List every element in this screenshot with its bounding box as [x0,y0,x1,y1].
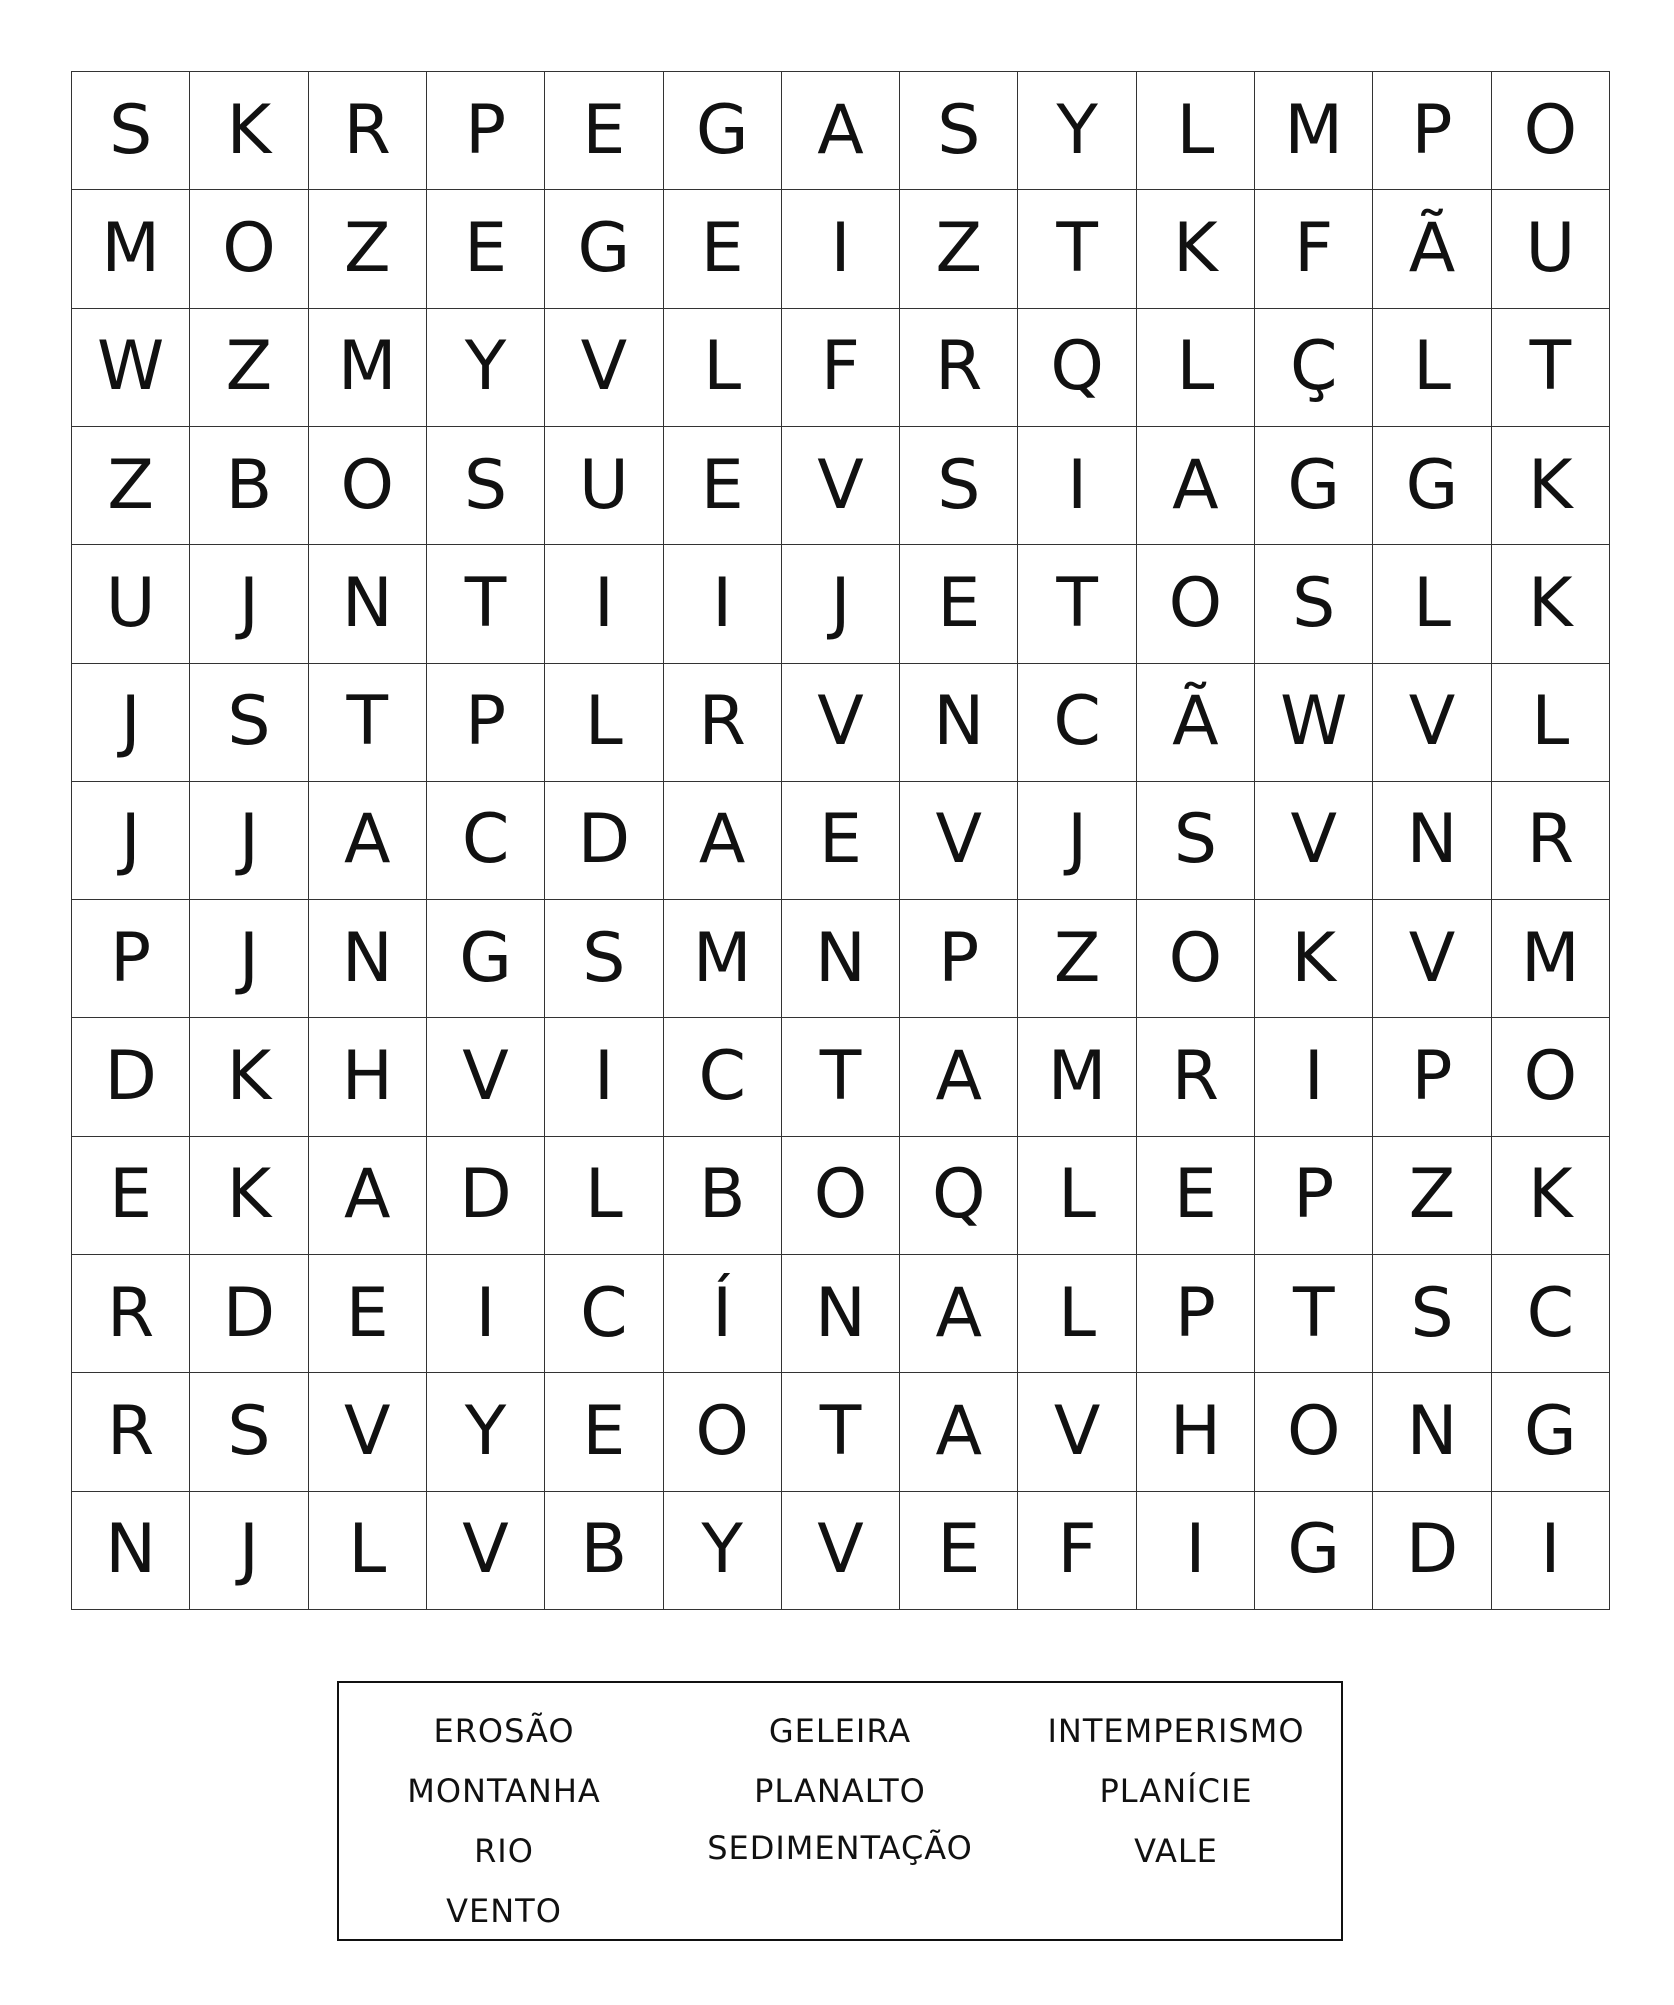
grid-cell[interactable]: K [1492,1137,1610,1255]
grid-cell[interactable]: O [1492,72,1610,190]
grid-cell[interactable]: J [72,664,190,782]
grid-cell[interactable]: Z [1373,1137,1491,1255]
grid-cell[interactable]: J [190,545,308,663]
grid-cell[interactable]: R [1137,1018,1255,1136]
grid-cell[interactable]: O [309,427,427,545]
grid-cell[interactable]: A [900,1018,1018,1136]
grid-cell[interactable]: C [545,1255,663,1373]
grid-cell[interactable]: N [72,1492,190,1610]
grid-cell[interactable]: S [545,900,663,1018]
grid-cell[interactable]: L [1018,1255,1136,1373]
grid-cell[interactable]: K [190,1137,308,1255]
grid-cell[interactable]: B [545,1492,663,1610]
grid-cell[interactable]: L [1137,72,1255,190]
grid-cell[interactable]: G [427,900,545,1018]
grid-cell[interactable]: Ã [1137,664,1255,782]
grid-cell[interactable]: Ã [1373,190,1491,308]
grid-cell[interactable]: K [1137,190,1255,308]
grid-cell[interactable]: S [427,427,545,545]
grid-cell[interactable]: V [1373,664,1491,782]
grid-cell[interactable]: G [1492,1373,1610,1491]
grid-cell[interactable]: G [545,190,663,308]
grid-cell[interactable]: C [1492,1255,1610,1373]
grid-cell[interactable]: L [1373,309,1491,427]
grid-cell[interactable]: J [190,782,308,900]
word-item: EROSÃO [433,1712,575,1750]
grid-cell[interactable]: V [309,1373,427,1491]
grid-cell[interactable]: L [309,1492,427,1610]
grid-cell[interactable]: L [1018,1137,1136,1255]
word-item: SEDIMENTAÇÃO [707,1829,973,1867]
grid-cell[interactable]: A [309,1137,427,1255]
grid-cell[interactable]: E [72,1137,190,1255]
grid-cell[interactable]: J [782,545,900,663]
grid-cell[interactable]: Y [427,309,545,427]
grid-cell[interactable]: A [782,72,900,190]
grid-cell[interactable]: Z [72,427,190,545]
grid-cell[interactable]: K [1492,427,1610,545]
grid-cell[interactable]: L [1137,309,1255,427]
grid-cell[interactable]: O [1137,545,1255,663]
letter-grid [71,71,1610,1610]
grid-cell[interactable]: M [1018,1018,1136,1136]
grid-cell[interactable]: R [1492,782,1610,900]
grid-cell[interactable]: I [1255,1018,1373,1136]
grid-cell[interactable]: E [1137,1137,1255,1255]
grid-cell[interactable]: U [72,545,190,663]
grid-cell[interactable]: A [900,1373,1018,1491]
grid-cell[interactable]: G [664,72,782,190]
grid-cell[interactable]: V [545,309,663,427]
grid-cell[interactable]: I [664,545,782,663]
grid-cell[interactable]: E [664,427,782,545]
grid-cell[interactable]: R [72,1373,190,1491]
grid-cell[interactable]: V [1373,900,1491,1018]
grid-cell[interactable]: J [1018,782,1136,900]
grid-cell[interactable]: T [1018,190,1136,308]
grid-cell[interactable]: V [782,1492,900,1610]
grid-cell[interactable]: L [1492,664,1610,782]
grid-cell[interactable]: G [1255,1492,1373,1610]
grid-cell[interactable]: C [664,1018,782,1136]
grid-cell[interactable]: D [545,782,663,900]
grid-cell[interactable]: B [190,427,308,545]
word-column-3 [1011,1701,1341,1881]
grid-cell[interactable]: F [1255,190,1373,308]
grid-cell[interactable]: J [190,900,308,1018]
grid-cell[interactable]: E [664,190,782,308]
grid-cell[interactable]: N [782,900,900,1018]
word-item: INTEMPERISMO [1047,1712,1305,1750]
grid-cell[interactable]: H [309,1018,427,1136]
word-item: GELEIRA [768,1712,912,1750]
grid-cell[interactable]: V [427,1492,545,1610]
grid-cell[interactable]: E [900,1492,1018,1610]
grid-cell[interactable]: R [72,1255,190,1373]
word-item: VALE [1134,1832,1218,1870]
grid-cell[interactable]: S [900,427,1018,545]
grid-cell[interactable]: S [190,1373,308,1491]
grid-cell[interactable]: G [1255,427,1373,545]
grid-cell[interactable]: R [309,72,427,190]
grid-cell[interactable]: Q [1018,309,1136,427]
grid-cell[interactable]: M [1492,900,1610,1018]
grid-cell[interactable]: J [72,782,190,900]
grid-cell[interactable]: Y [664,1492,782,1610]
word-item: MONTANHA [407,1772,601,1810]
grid-cell[interactable]: O [664,1373,782,1491]
grid-cell[interactable]: P [427,72,545,190]
grid-cell[interactable]: M [309,309,427,427]
grid-cell[interactable]: E [900,545,1018,663]
grid-cell[interactable]: S [1373,1255,1491,1373]
grid-cell[interactable]: Ç [1255,309,1373,427]
word-item: PLANÍCIE [1099,1772,1253,1810]
grid-cell[interactable]: A [664,782,782,900]
grid-cell[interactable]: E [309,1255,427,1373]
grid-cell[interactable]: N [309,545,427,663]
grid-cell[interactable]: K [1255,900,1373,1018]
grid-cell[interactable]: O [1492,1018,1610,1136]
grid-cell[interactable]: V [1018,1373,1136,1491]
grid-cell[interactable]: S [1137,782,1255,900]
grid-cell[interactable]: L [545,1137,663,1255]
grid-cell[interactable]: P [900,900,1018,1018]
grid-cell[interactable]: J [190,1492,308,1610]
grid-cell[interactable]: V [1255,782,1373,900]
grid-cell[interactable]: N [900,664,1018,782]
grid-cell[interactable]: K [190,72,308,190]
grid-cell[interactable]: M [1255,72,1373,190]
grid-cell[interactable]: L [545,664,663,782]
grid-cell[interactable]: A [1137,427,1255,545]
grid-cell[interactable]: Í [664,1255,782,1373]
grid-cell[interactable]: N [1373,1373,1491,1491]
word-column-1 [339,1701,669,1941]
grid-cell[interactable]: Z [900,190,1018,308]
grid-cell[interactable]: N [782,1255,900,1373]
grid-cell[interactable]: E [545,72,663,190]
word-item: RIO [474,1832,534,1870]
grid-cell[interactable]: O [1255,1373,1373,1491]
grid-cell[interactable]: P [1137,1255,1255,1373]
grid-cell[interactable]: E [427,190,545,308]
grid-cell[interactable]: A [900,1255,1018,1373]
grid-cell[interactable]: T [782,1373,900,1491]
grid-cell[interactable]: T [782,1018,900,1136]
grid-cell[interactable]: W [72,309,190,427]
grid-cell[interactable]: S [900,72,1018,190]
grid-cell[interactable]: P [1255,1137,1373,1255]
grid-cell[interactable]: I [427,1255,545,1373]
grid-cell[interactable]: C [427,782,545,900]
grid-cell[interactable]: O [1137,900,1255,1018]
grid-cell[interactable]: O [190,190,308,308]
grid-cell[interactable]: F [782,309,900,427]
grid-cell[interactable]: U [1492,190,1610,308]
grid-cell[interactable]: Z [309,190,427,308]
grid-cell[interactable]: V [782,664,900,782]
grid-cell[interactable]: I [545,545,663,663]
grid-cell[interactable]: D [72,1018,190,1136]
grid-cell[interactable]: M [72,190,190,308]
grid-cell[interactable]: C [1018,664,1136,782]
grid-cell[interactable]: F [1018,1492,1136,1610]
grid-cell[interactable]: B [664,1137,782,1255]
grid-cell[interactable]: E [545,1373,663,1491]
grid-cell[interactable]: Y [1018,72,1136,190]
grid-cell[interactable]: A [309,782,427,900]
grid-cell[interactable]: I [1137,1492,1255,1610]
grid-cell[interactable]: T [1255,1255,1373,1373]
grid-cell[interactable]: K [1492,545,1610,663]
grid-cell[interactable]: S [1255,545,1373,663]
word-list-box [337,1681,1343,1941]
word-item: VENTO [446,1892,562,1930]
grid-cell[interactable]: S [72,72,190,190]
grid-cell[interactable]: L [1373,545,1491,663]
grid-cell[interactable]: G [1373,427,1491,545]
grid-cell[interactable]: I [782,190,900,308]
grid-cell[interactable]: M [664,900,782,1018]
grid-cell[interactable]: T [1018,545,1136,663]
grid-cell[interactable]: W [1255,664,1373,782]
grid-cell[interactable]: V [782,427,900,545]
grid-cell[interactable]: O [782,1137,900,1255]
grid-cell[interactable]: P [427,664,545,782]
grid-cell[interactable]: I [1018,427,1136,545]
grid-cell[interactable]: D [1373,1492,1491,1610]
grid-cell[interactable]: U [545,427,663,545]
grid-cell[interactable]: Y [427,1373,545,1491]
word-item: PLANALTO [754,1772,926,1810]
grid-cell[interactable]: T [427,545,545,663]
grid-cell[interactable]: E [782,782,900,900]
grid-cell[interactable]: R [664,664,782,782]
grid-cell[interactable]: P [72,900,190,1018]
grid-cell[interactable]: R [900,309,1018,427]
grid-cell[interactable]: I [545,1018,663,1136]
grid-cell[interactable]: P [1373,72,1491,190]
grid-cell[interactable]: L [664,309,782,427]
grid-cell[interactable]: H [1137,1373,1255,1491]
grid-cell[interactable]: Z [190,309,308,427]
grid-cell[interactable]: I [1492,1492,1610,1610]
grid-cell[interactable]: V [427,1018,545,1136]
grid-cell[interactable]: Z [1018,900,1136,1018]
grid-cell[interactable]: N [309,900,427,1018]
grid-cell[interactable]: N [1373,782,1491,900]
grid-cell[interactable]: T [309,664,427,782]
grid-cell[interactable]: D [190,1255,308,1373]
grid-cell[interactable]: T [1492,309,1610,427]
grid-cell[interactable]: S [190,664,308,782]
word-column-2 [675,1701,1005,1875]
grid-cell[interactable]: V [900,782,1018,900]
grid-cell[interactable]: D [427,1137,545,1255]
grid-cell[interactable]: Q [900,1137,1018,1255]
grid-cell[interactable]: P [1373,1018,1491,1136]
grid-cell[interactable]: K [190,1018,308,1136]
